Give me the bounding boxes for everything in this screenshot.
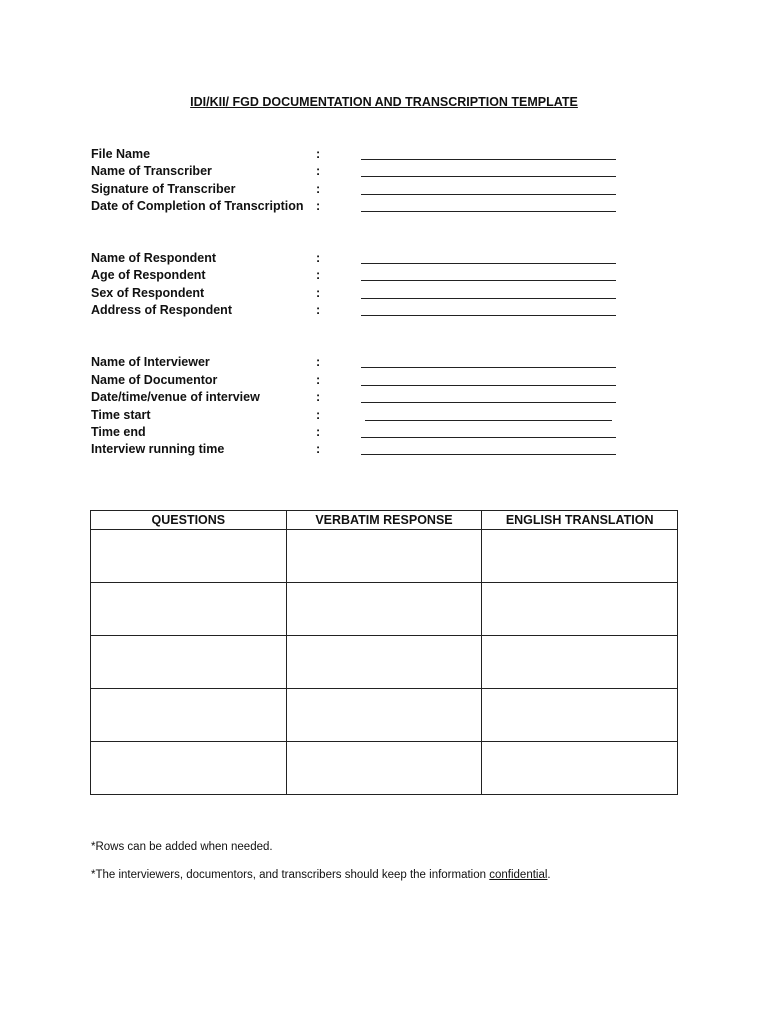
verbatim-response-header: VERBATIM RESPONSE (286, 511, 482, 530)
field-label: Name of Documentor (91, 373, 218, 387)
field-label: Date of Completion of Transcription (91, 199, 304, 213)
field-label: Signature of Transcriber (91, 182, 236, 196)
question-cell[interactable] (91, 530, 287, 583)
field-colon: : (316, 303, 321, 317)
interviewer-name-blank[interactable] (361, 354, 616, 368)
verbatim-response-cell[interactable] (286, 636, 482, 689)
field-label: Sex of Respondent (91, 286, 205, 300)
field-colon: : (316, 355, 321, 369)
interview-date-venue-blank[interactable] (361, 389, 616, 403)
english-translation-cell[interactable] (482, 636, 678, 689)
time-start-field (91, 407, 621, 424)
respondent-sex-blank[interactable] (361, 285, 616, 299)
time-end-blank[interactable] (361, 424, 616, 438)
field-colon: : (316, 408, 321, 422)
table-header-row (91, 511, 678, 530)
table-row (91, 689, 678, 742)
field-colon: : (316, 268, 321, 282)
documentor-name-blank[interactable] (361, 372, 616, 386)
confidentiality-note-text: *The interviewers, documentors, and transcribers should keep the information (91, 869, 490, 881)
table-row (91, 636, 678, 689)
english-translation-cell[interactable] (482, 689, 678, 742)
running-time-field (91, 441, 621, 458)
field-colon: : (316, 373, 321, 387)
field-label: Interview running time (91, 442, 225, 456)
interviewer-name-field (91, 354, 621, 371)
time-end-field (91, 424, 621, 441)
confidentiality-note (91, 868, 551, 882)
english-translation-cell[interactable] (482, 742, 678, 795)
english-translation-cell[interactable] (482, 583, 678, 636)
questions-header: QUESTIONS (91, 511, 287, 530)
field-colon: : (316, 164, 321, 178)
field-colon: : (316, 147, 321, 161)
respondent-name-blank[interactable] (361, 250, 616, 264)
field-label: Age of Respondent (91, 268, 206, 282)
field-colon: : (316, 425, 321, 439)
transcription-table (90, 510, 678, 795)
field-label: Time start (91, 408, 151, 422)
field-label: Name of Transcriber (91, 164, 212, 178)
respondent-name-field (91, 250, 621, 267)
documentor-name-field (91, 372, 621, 389)
transcriber-signature-field (91, 181, 621, 198)
field-colon: : (316, 286, 321, 300)
completion-date-field (91, 198, 621, 215)
field-label: Name of Interviewer (91, 355, 210, 369)
confidential-word: confidential (489, 869, 548, 881)
confidentiality-note-end: . (547, 869, 551, 881)
english-translation-header: ENGLISH TRANSLATION (482, 511, 678, 530)
verbatim-response-cell[interactable] (286, 583, 482, 636)
running-time-blank[interactable] (361, 441, 616, 455)
verbatim-response-cell[interactable] (286, 530, 482, 583)
verbatim-response-cell[interactable] (286, 742, 482, 795)
table-row (91, 583, 678, 636)
field-label: Date/time/venue of interview (91, 390, 260, 404)
field-label: Name of Respondent (91, 251, 217, 265)
respondent-age-field (91, 267, 621, 284)
field-label: Address of Respondent (91, 303, 232, 317)
field-colon: : (316, 199, 321, 213)
english-translation-cell[interactable] (482, 530, 678, 583)
field-label: File Name (91, 147, 151, 161)
table-row (91, 530, 678, 583)
rows-note: *Rows can be added when needed. (91, 841, 273, 853)
completion-date-blank[interactable] (361, 198, 616, 212)
question-cell[interactable] (91, 742, 287, 795)
transcriber-name-blank[interactable] (361, 163, 616, 177)
transcriber-signature-blank[interactable] (361, 181, 616, 195)
interview-date-venue-field (91, 389, 621, 406)
field-colon: : (316, 442, 321, 456)
respondent-sex-field (91, 285, 621, 302)
time-start-blank[interactable] (365, 407, 612, 421)
field-colon: : (316, 251, 321, 265)
question-cell[interactable] (91, 689, 287, 742)
respondent-address-field (91, 302, 621, 319)
question-cell[interactable] (91, 583, 287, 636)
field-colon: : (316, 182, 321, 196)
field-colon: : (316, 390, 321, 404)
field-label: Time end (91, 425, 146, 439)
respondent-age-blank[interactable] (361, 267, 616, 281)
verbatim-response-cell[interactable] (286, 689, 482, 742)
file-name-field (91, 146, 621, 163)
file-name-blank[interactable] (361, 146, 616, 160)
transcriber-name-field (91, 163, 621, 180)
respondent-address-blank[interactable] (361, 302, 616, 316)
question-cell[interactable] (91, 636, 287, 689)
table-row (91, 742, 678, 795)
document-title: IDI/KII/ FGD DOCUMENTATION AND TRANSCRIPTION TEMPLATE (190, 95, 578, 109)
